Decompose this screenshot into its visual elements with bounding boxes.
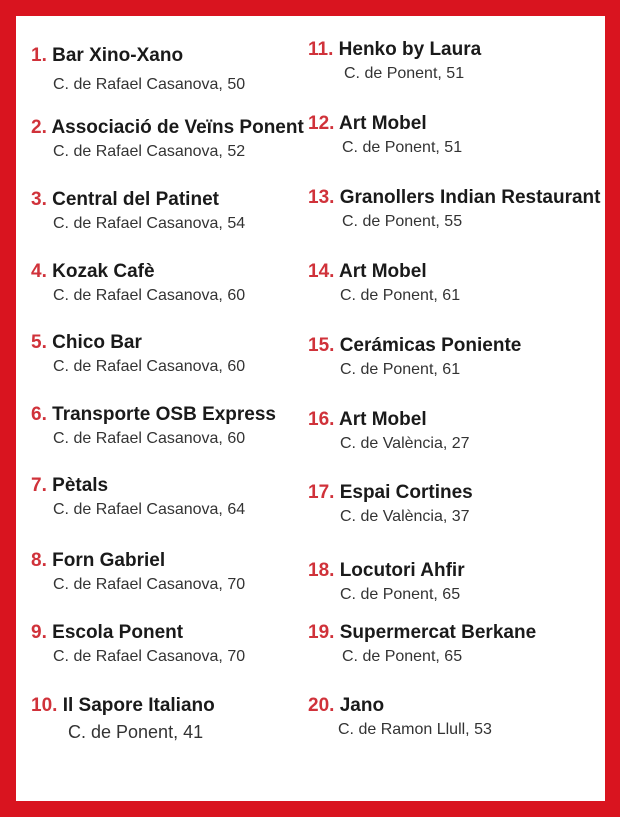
list-item bbox=[31, 45, 245, 95]
item-number: 2. bbox=[31, 117, 47, 138]
list-item bbox=[31, 404, 276, 449]
item-name: Pètals bbox=[52, 475, 109, 496]
item-address: C. de Ponent, 65 bbox=[342, 648, 463, 665]
item-address: C. de Ramon Llull, 53 bbox=[338, 721, 492, 738]
item-number: 16. bbox=[308, 409, 335, 430]
list-item bbox=[31, 332, 245, 377]
item-number: 20. bbox=[308, 695, 335, 716]
item-number: 13. bbox=[308, 187, 335, 208]
item-address: C. de Ponent, 51 bbox=[342, 139, 463, 156]
item-name: Art Mobel bbox=[339, 409, 427, 430]
list-item bbox=[308, 39, 481, 84]
item-address: C. de Rafael Casanova, 64 bbox=[53, 501, 246, 518]
item-address: C. de Rafael Casanova, 54 bbox=[53, 215, 246, 232]
item-address: C. de València, 27 bbox=[340, 435, 470, 452]
list-item bbox=[31, 695, 215, 742]
item-name: Transporte OSB Express bbox=[52, 404, 277, 425]
list-item bbox=[308, 622, 536, 667]
item-number: 17. bbox=[308, 482, 335, 503]
list-item bbox=[308, 335, 521, 380]
item-number: 15. bbox=[308, 335, 335, 356]
list-item bbox=[308, 261, 460, 306]
item-name: Escola Ponent bbox=[52, 622, 184, 643]
item-name: Il Sapore Italiano bbox=[62, 695, 215, 716]
list-item bbox=[31, 189, 245, 234]
list-item bbox=[308, 113, 462, 158]
list-item bbox=[308, 187, 601, 232]
item-number: 6. bbox=[31, 404, 47, 425]
item-number: 1. bbox=[31, 45, 47, 66]
item-number: 19. bbox=[308, 622, 335, 643]
item-name: Cerámicas Poniente bbox=[339, 335, 522, 356]
item-number: 9. bbox=[31, 622, 47, 643]
list-item bbox=[31, 117, 304, 162]
item-name: Bar Xino-Xano bbox=[52, 45, 184, 66]
item-number: 3. bbox=[31, 189, 47, 210]
item-name: Art Mobel bbox=[339, 113, 427, 134]
item-name: Associació de Veïns Ponent bbox=[51, 117, 304, 138]
item-address: C. de Rafael Casanova, 70 bbox=[53, 648, 246, 665]
list-item bbox=[31, 475, 245, 520]
item-address: C. de Rafael Casanova, 60 bbox=[53, 358, 246, 375]
item-name: Forn Gabriel bbox=[52, 550, 166, 571]
item-address: C. de Rafael Casanova, 50 bbox=[53, 76, 246, 93]
list-item bbox=[308, 560, 465, 605]
item-address: C. de Rafael Casanova, 60 bbox=[53, 287, 246, 304]
item-number: 4. bbox=[31, 261, 47, 282]
list-item bbox=[31, 622, 245, 667]
item-name: Kozak Cafè bbox=[52, 261, 155, 282]
item-address: C. de Ponent, 51 bbox=[344, 65, 465, 82]
item-address: C. de Ponent, 55 bbox=[342, 213, 463, 230]
item-name: Chico Bar bbox=[52, 332, 142, 353]
item-name: Locutori Ahfir bbox=[339, 560, 465, 581]
item-name: Supermercat Berkane bbox=[339, 622, 537, 643]
item-address: C. de Ponent, 61 bbox=[340, 287, 461, 304]
item-name: Espai Cortines bbox=[339, 482, 473, 503]
item-name: Granollers Indian Restaurant bbox=[339, 187, 601, 208]
list-item bbox=[31, 261, 245, 306]
item-address: C. de Ponent, 61 bbox=[340, 361, 461, 378]
item-number: 8. bbox=[31, 550, 47, 571]
item-number: 5. bbox=[31, 332, 47, 353]
list-item bbox=[31, 550, 245, 595]
item-name: Central del Patinet bbox=[52, 189, 219, 210]
item-address: C. de València, 37 bbox=[340, 508, 470, 525]
item-address: C. de Ponent, 41 bbox=[68, 722, 204, 742]
item-number: 11. bbox=[308, 39, 334, 60]
list-item bbox=[308, 695, 492, 740]
item-number: 10. bbox=[31, 695, 58, 716]
item-number: 14. bbox=[308, 261, 335, 282]
list-panel bbox=[16, 16, 605, 801]
list-item bbox=[308, 482, 473, 527]
item-name: Art Mobel bbox=[339, 261, 427, 282]
list-item bbox=[308, 409, 470, 454]
item-address: C. de Ponent, 65 bbox=[340, 586, 461, 603]
item-number: 18. bbox=[308, 560, 335, 581]
item-name: Henko by Laura bbox=[338, 39, 482, 60]
item-address: C. de Rafael Casanova, 60 bbox=[53, 430, 246, 447]
item-number: 12. bbox=[308, 113, 335, 134]
item-address: C. de Rafael Casanova, 52 bbox=[53, 143, 246, 160]
item-address: C. de Rafael Casanova, 70 bbox=[53, 576, 246, 593]
item-name: Jano bbox=[339, 695, 385, 716]
item-number: 7. bbox=[31, 475, 47, 496]
